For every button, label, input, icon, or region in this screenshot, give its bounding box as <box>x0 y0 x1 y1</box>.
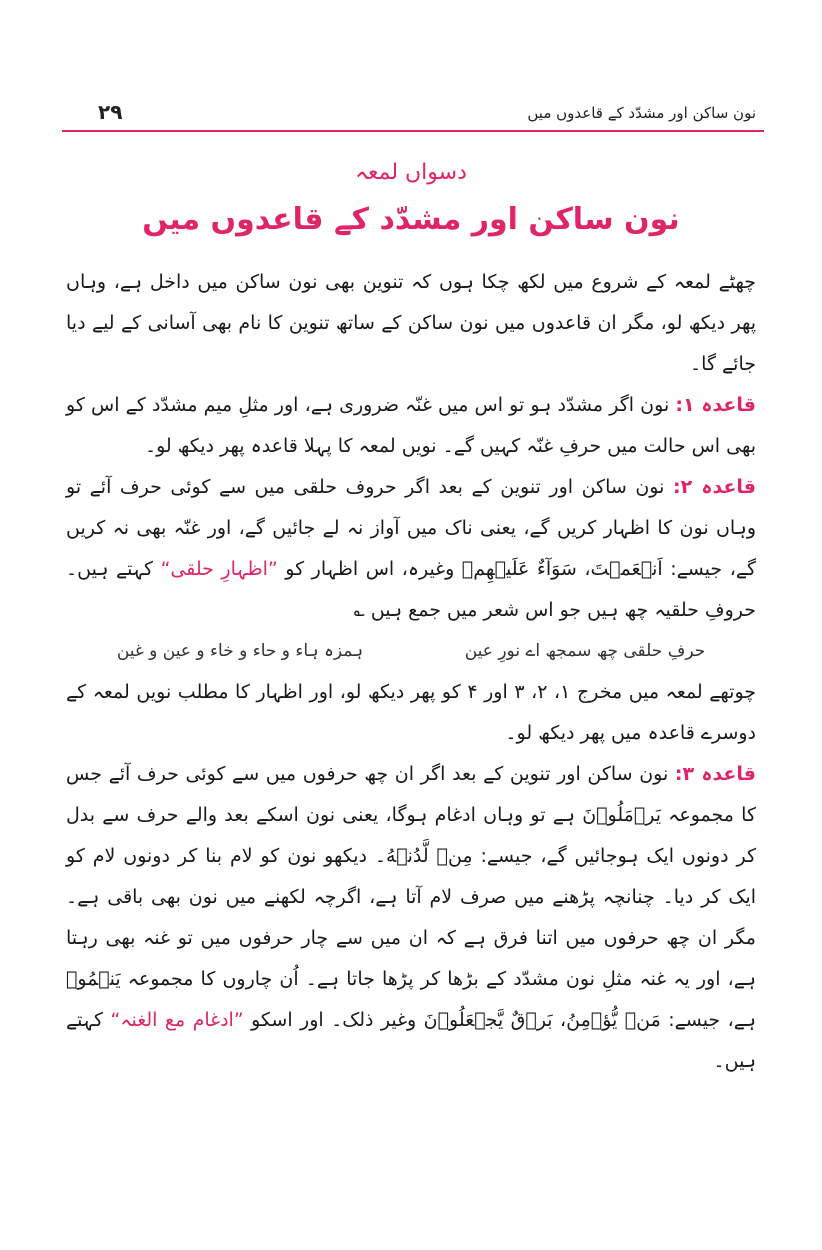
rule-3-highlight: ”ادغام مع الغنہ“ <box>110 1009 244 1031</box>
rule-3-text-b: کہتے ہیں۔ <box>66 1009 756 1072</box>
page-number: ۲۹ <box>98 100 123 124</box>
rule-2-text-a: نون ساکن اور تنوین کے بعد اگر حروف حلقی میں سے کوئی حرف آئے تو وہاں نون کا اظہار کریں گے، یعنی ناک میں آواز نہ لے جائیں گے، اور غنّہ بھی نہ کریں گے، جیسے: اَنۡعَمۡتَ، سَوَآءٌ عَلَيۡهِمۡ وغیرہ، اس اظہار کو <box>66 476 757 580</box>
rule-1 <box>66 385 756 467</box>
body-text <box>66 262 756 1082</box>
rule-2-highlight: ”اظہارِ حلقی“ <box>160 558 278 580</box>
rule-1-label: قاعدہ ۱: <box>675 394 756 416</box>
header-title: نون ساکن اور مشدّد کے قاعدوں میں <box>527 104 756 122</box>
rule-1-text: نون اگر مشدّد ہو تو اس میں غنّہ ضروری ہے، اور مثلِ میم مشدّد کے اس کو بھی اس حالت میں حرفِ غنّہ کہیں گے۔ نویں لمعہ کا پہلا قاعدہ پھر دیکھ لو۔ <box>66 394 756 457</box>
rule-2-continuation: چوتھے لمعہ میں مخرج ۱، ۲، ۳ اور ۴ کو پھر دیکھ لو، اور اظہار کا مطلب نویں لمعہ کے دوسرے قاعدہ میں پھر دیکھ لو۔ <box>66 681 757 744</box>
chapter-title: نون ساکن اور مشدّد کے قاعدوں میں <box>142 202 680 237</box>
verse-line-2: ہمزہ ہاء و حاء و خاء و عین و غین <box>116 641 364 661</box>
verse <box>66 631 756 672</box>
intro-paragraph: چھٹے لمعہ کے شروع میں لکھ چکا ہوں کہ تنوین بھی نون ساکن میں داخل ہے، وہاں پھر دیکھ لو، مگر ان قاعدوں میں نون ساکن کے ساتھ تنوین کا نام بھی آسانی کے لیے دیا جائے گا۔ <box>66 271 756 375</box>
chapter-subtitle: دسواں لمعہ <box>355 160 467 185</box>
rule-3 <box>66 754 756 1082</box>
rule-2-text-b: کہتے ہیں۔ حروفِ حلقیہ چھ ہیں جو اس شعر میں جمع ہیں ؎ <box>66 558 756 621</box>
rule-3-text-a: نون ساکن اور تنوین کے بعد اگر ان چھ حرفوں میں سے کوئی حرف آئے جس کا مجموعہ يَرۡمَلُوۡنَ ہے تو وہاں ادغام ہوگا، یعنی نون اسکے بعد والے حرف سے بدل کر دونوں ایک ہوجائیں گے، جیسے: مِنۡ لَّدُنۡهُ۔ دیکھو نون کو لام بنا کر دونوں لام کو ایک کر دیا۔ چنانچہ پڑھنے میں صرف لام آتا ہے، اگرچہ لکھنے میں نون بھی باقی ہے۔ مگر ان چھ حرفوں میں اتنا فرق ہے کہ ان میں سے چار حرفوں میں تو غنہ بھی رہتا ہے، اور یہ غنہ مثلِ نون مشدّد کے بڑھا کر پڑھا جاتا ہے۔ اُن چاروں کا مجموعہ يَنۡمُوۡ ہے، جیسے: مَنۡ يُّؤۡمِنُ، بَرۡقٌ يَّجۡعَلُوۡنَ وغیر ذلک۔ اور اسکو <box>66 763 756 1031</box>
running-header <box>62 96 764 132</box>
verse-line-1: حرفِ حلقی چھ سمجھ اے نورِ عین <box>464 641 706 661</box>
rule-3-label: قاعدہ ۳: <box>674 763 756 785</box>
rule-2 <box>66 467 756 631</box>
rule-2-label: قاعدہ ۲: <box>672 476 756 498</box>
